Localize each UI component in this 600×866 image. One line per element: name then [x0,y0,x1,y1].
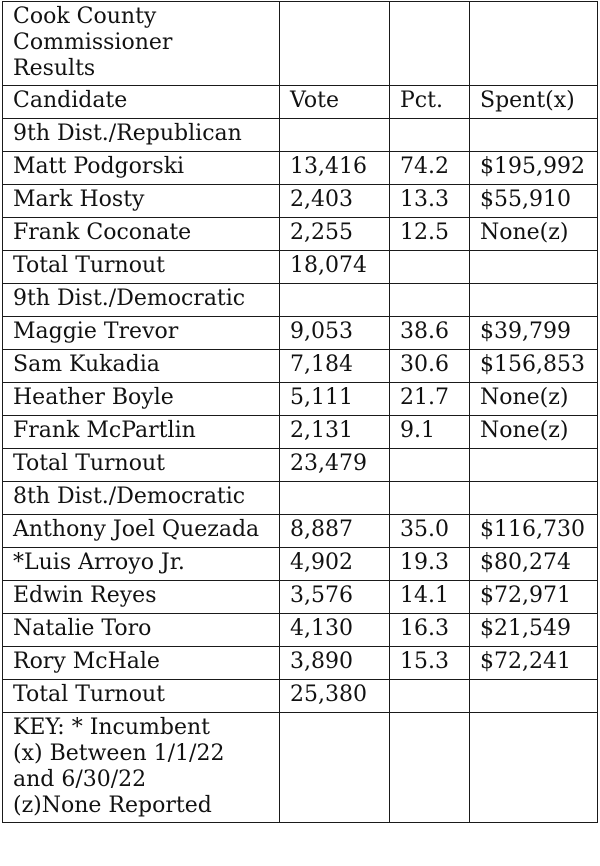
empty-cell [390,713,470,823]
empty-cell [470,482,598,515]
table-title-line: Commissioner [13,30,173,55]
empty-cell [280,2,390,86]
table-title-line: Cook County [13,4,157,29]
empty-cell [470,449,598,482]
candidate-vote: 2,255 [280,218,390,251]
header-row [3,86,598,119]
candidate-spent: $156,853 [470,350,598,383]
candidate-pct: 15.3 [390,647,470,680]
candidate-row [3,515,598,548]
candidate-spent: $195,992 [470,152,598,185]
total-turnout-label: Total Turnout [3,680,280,713]
candidate-pct: 12.5 [390,218,470,251]
candidate-pct: 13.3 [390,185,470,218]
district-section-row [3,119,598,152]
empty-cell [390,119,470,152]
candidate-row [3,548,598,581]
candidate-name: Rory McHale [3,647,280,680]
total-turnout-label: Total Turnout [3,449,280,482]
candidate-spent: $39,799 [470,317,598,350]
candidate-name: Mark Hosty [3,185,280,218]
candidate-name: Edwin Reyes [3,581,280,614]
candidate-pct: 16.3 [390,614,470,647]
candidate-spent: $72,241 [470,647,598,680]
candidate-vote: 7,184 [280,350,390,383]
candidate-name: Anthony Joel Quezada [3,515,280,548]
district-section-label: 9th Dist./Republican [3,119,280,152]
column-header-spent: Spent(x) [470,86,598,119]
district-section-label: 8th Dist./Democratic [3,482,280,515]
key-line: KEY: * Incumbent [13,715,211,740]
candidate-vote: 13,416 [280,152,390,185]
empty-cell [470,251,598,284]
candidate-name: Sam Kukadia [3,350,280,383]
candidate-row [3,218,598,251]
empty-cell [470,713,598,823]
candidate-spent: $116,730 [470,515,598,548]
empty-cell [390,680,470,713]
empty-cell [280,482,390,515]
key-line: (z)None Reported [13,793,212,818]
candidate-vote: 3,890 [280,647,390,680]
total-turnout-vote: 18,074 [280,251,390,284]
candidate-row [3,581,598,614]
empty-cell [470,2,598,86]
candidate-spent: $55,910 [470,185,598,218]
candidate-vote: 2,131 [280,416,390,449]
column-header-candidate: Candidate [3,86,280,119]
empty-cell [470,680,598,713]
table-title-line: Results [13,56,96,81]
total-turnout-row [3,680,598,713]
results-table-body [3,2,598,823]
empty-cell [280,713,390,823]
candidate-spent: None(z) [470,416,598,449]
candidate-pct: 19.3 [390,548,470,581]
empty-cell [390,284,470,317]
key-line: and 6/30/22 [13,767,147,792]
total-turnout-row [3,449,598,482]
district-section-row [3,482,598,515]
candidate-pct: 38.6 [390,317,470,350]
candidate-row [3,317,598,350]
candidate-vote: 4,130 [280,614,390,647]
total-turnout-vote: 25,380 [280,680,390,713]
key-cell [3,713,280,823]
candidate-name: Maggie Trevor [3,317,280,350]
candidate-name: *Luis Arroyo Jr. [3,548,280,581]
column-header-pct: Pct. [390,86,470,119]
candidate-row [3,383,598,416]
candidate-vote: 9,053 [280,317,390,350]
candidate-pct: 14.1 [390,581,470,614]
candidate-row [3,647,598,680]
candidate-spent: $21,549 [470,614,598,647]
candidate-spent: $80,274 [470,548,598,581]
candidate-vote: 2,403 [280,185,390,218]
empty-cell [390,251,470,284]
candidate-row [3,416,598,449]
candidate-pct: 30.6 [390,350,470,383]
candidate-spent: None(z) [470,218,598,251]
results-table [2,1,598,823]
district-section-label: 9th Dist./Democratic [3,284,280,317]
candidate-pct: 21.7 [390,383,470,416]
empty-cell [470,284,598,317]
candidate-row [3,614,598,647]
candidate-row [3,185,598,218]
column-header-vote: Vote [280,86,390,119]
candidate-name: Matt Podgorski [3,152,280,185]
empty-cell [390,482,470,515]
key-row [3,713,598,823]
candidate-name: Frank McPartlin [3,416,280,449]
candidate-vote: 8,887 [280,515,390,548]
candidate-name: Natalie Toro [3,614,280,647]
candidate-pct: 9.1 [390,416,470,449]
candidate-vote: 4,902 [280,548,390,581]
candidate-row [3,350,598,383]
candidate-name: Heather Boyle [3,383,280,416]
total-turnout-label: Total Turnout [3,251,280,284]
candidate-vote: 3,576 [280,581,390,614]
candidate-spent: None(z) [470,383,598,416]
candidate-name: Frank Coconate [3,218,280,251]
candidate-pct: 74.2 [390,152,470,185]
empty-cell [280,284,390,317]
title-row [3,2,598,86]
empty-cell [470,119,598,152]
total-turnout-row [3,251,598,284]
candidate-spent: $72,971 [470,581,598,614]
total-turnout-vote: 23,479 [280,449,390,482]
empty-cell [390,2,470,86]
candidate-row [3,152,598,185]
empty-cell [390,449,470,482]
district-section-row [3,284,598,317]
candidate-pct: 35.0 [390,515,470,548]
candidate-vote: 5,111 [280,383,390,416]
empty-cell [280,119,390,152]
table-title-cell [3,2,280,86]
key-line: (x) Between 1/1/22 [13,741,225,766]
